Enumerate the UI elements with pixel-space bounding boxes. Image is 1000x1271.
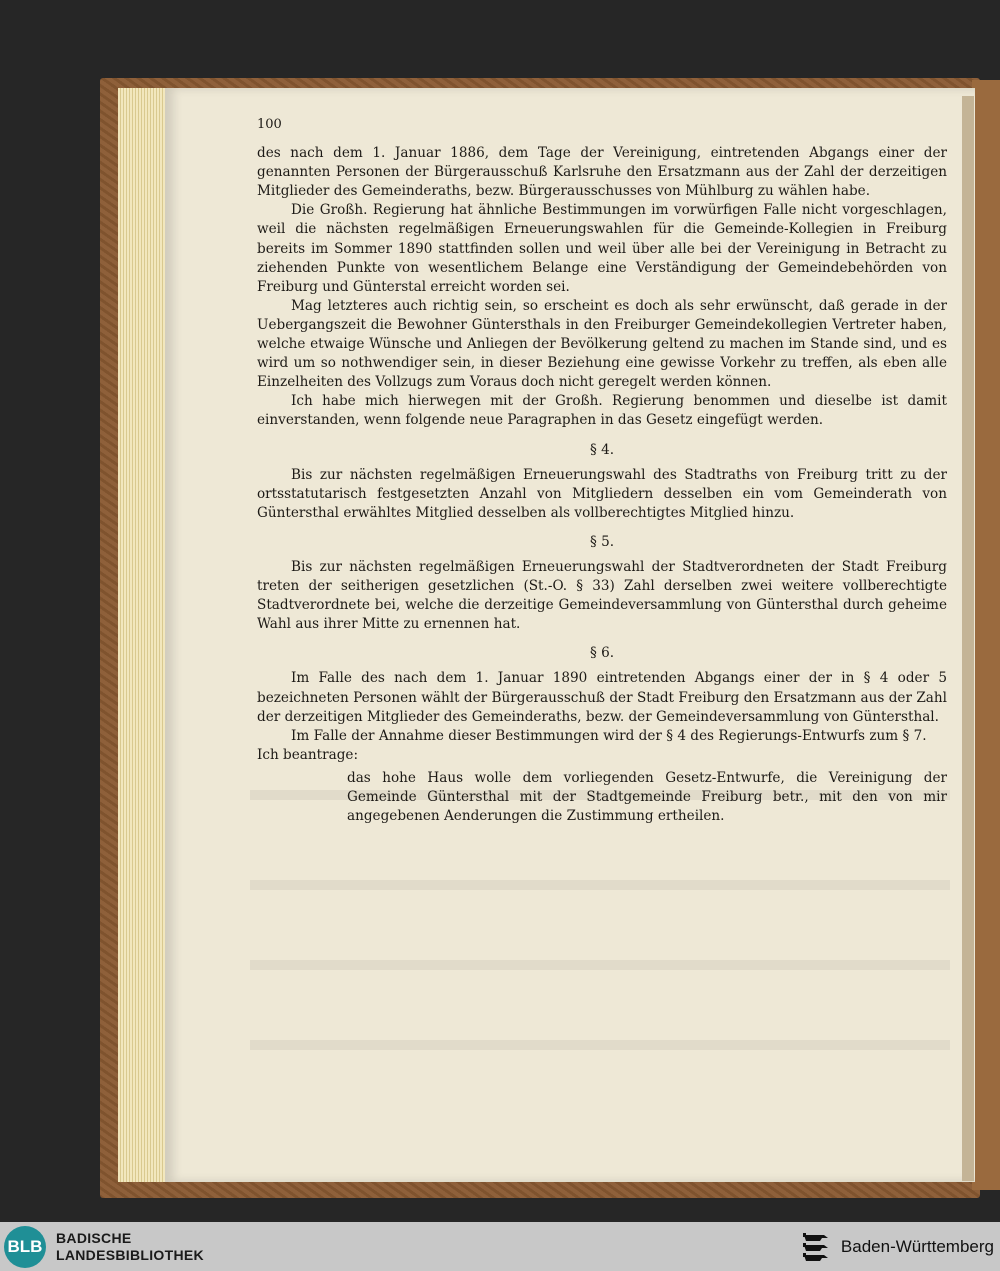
paragraph: Mag letzteres auch richtig sein, so erscheint es doch als sehr erwünscht, daß gerade in der Uebergangszeit die Bewohner Güntersthals in den Freiburger Gemeindekollegien Vertreter haben, welche etwaige Wünsche und Anliegen der Bevölkerung geltend zu machen im Stande sind, und es wird um so nothwendiger sein, in dieser Beziehung eine gewisse Vorkehr zu treffen, als eben alle Einzelheiten des Vollzugs zum Voraus doch nicht geregelt werden können. bbox=[257, 297, 947, 391]
paragraph: Ich habe mich hierwegen mit der Großh. Regierung benommen und dieselbe ist damit einverstanden, wenn folgende neue Paragraphen in das Gesetz eingefügt werden. bbox=[257, 393, 947, 429]
page-number: 100 bbox=[257, 117, 282, 132]
lion-emblem-icon bbox=[801, 1229, 831, 1265]
blb-name bbox=[56, 1230, 204, 1264]
request-quote: das hohe Haus wolle dem vorliegenden Gesetz-Entwurfe, die Vereinigung der Gemeinde Güntersthal mit der Stadtgemeinde Freiburg betr., mit den von mir angegebenen Aenderungen die Zustimmung ertheilen. bbox=[347, 769, 947, 825]
page-right-edge bbox=[962, 96, 974, 1181]
blb-name-line1: BADISCHE bbox=[56, 1229, 132, 1246]
closing-paragraph: Im Falle der Annahme dieser Bestimmungen wird der § 4 des Regierungs-Entwurfs zum § 7. bbox=[291, 727, 927, 744]
section-heading-4: § 4. bbox=[589, 441, 615, 458]
request-intro: Ich beantrage: bbox=[257, 746, 359, 763]
section-text-4: Bis zur nächsten regelmäßigen Erneuerungswahl des Stadtraths von Freiburg tritt zu der ortsstatutarisch festgesetzten Anzahl von Mitgliedern desselben ein vom Gemeinderath von Güntersthal erwähltes Mitglied desselben als vollberechtigtes Mitglied hinzu. bbox=[257, 466, 947, 521]
footer-bar bbox=[0, 1222, 1000, 1271]
bleed-through-shadow bbox=[250, 1040, 950, 1050]
paragraph: des nach dem 1. Januar 1886, dem Tage der Vereinigung, eintretenden Abgangs einer der genannten Personen der Bürgerausschuß Karlsruhe den Ersatzmann aus der Zahl der derzeitigen Mitglieder des Gemeinderaths, bezw. Bürgerausschusses von Mühlburg zu wählen habe. bbox=[257, 145, 947, 200]
bw-name: Baden-Württemberg bbox=[840, 1236, 994, 1256]
bw-brand[interactable] bbox=[801, 1229, 994, 1265]
page-stack-edge bbox=[118, 88, 168, 1182]
section-text-6: Im Falle des nach dem 1. Januar 1890 eintretenden Abgangs einer der in § 4 oder 5 bezeichneten Personen wählt der Bürgerausschuß der Stadt Freiburg den Ersatzmann aus der Zahl der derzeitigen Mitglieder des Gemeinderaths, bezw. der Gemeindeversammlung von Güntersthal. bbox=[257, 670, 947, 725]
bleed-through-shadow bbox=[250, 960, 950, 970]
section-text-5: Bis zur nächsten regelmäßigen Erneuerungswahl der Stadtverordneten der Stadt Freiburg treten der seitherigen gesetzlichen (St.-O. § 33) Zahl derselben zwei weitere vollberechtigte Stadtverordnete bei, welche die derzeitige Gemeindeversammlung von Güntersthal durch geheime Wahl aus ihrer Mitte zu ernennen hat. bbox=[257, 558, 947, 633]
blb-brand[interactable] bbox=[4, 1226, 204, 1268]
paragraph: Die Großh. Regierung hat ähnliche Bestimmungen im vorwürfigen Falle nicht vorgeschlagen, weil die nächsten regelmäßigen Erneuerungswahlen für die Gemeinde-Kollegien in Freiburg bereits im Sommer 1890 stattfinden sollen und weil über alle bei der Vereinigung in Betracht zu ziehenden Punkte von wesentlichem Belange eine Verständigung der Gemeindebehörden von Freiburg und Günterstal erreicht worden sei. bbox=[257, 202, 947, 295]
blb-logo-icon: BLB bbox=[4, 1226, 46, 1268]
bleed-through-shadow bbox=[250, 880, 950, 890]
section-heading-5: § 5. bbox=[589, 533, 615, 550]
book-cover-right-edge bbox=[972, 80, 1000, 1190]
section-heading-6: § 6. bbox=[589, 645, 615, 662]
page-text bbox=[257, 115, 947, 826]
blb-name-line2: LANDESBIBLIOTHEK bbox=[56, 1246, 204, 1263]
